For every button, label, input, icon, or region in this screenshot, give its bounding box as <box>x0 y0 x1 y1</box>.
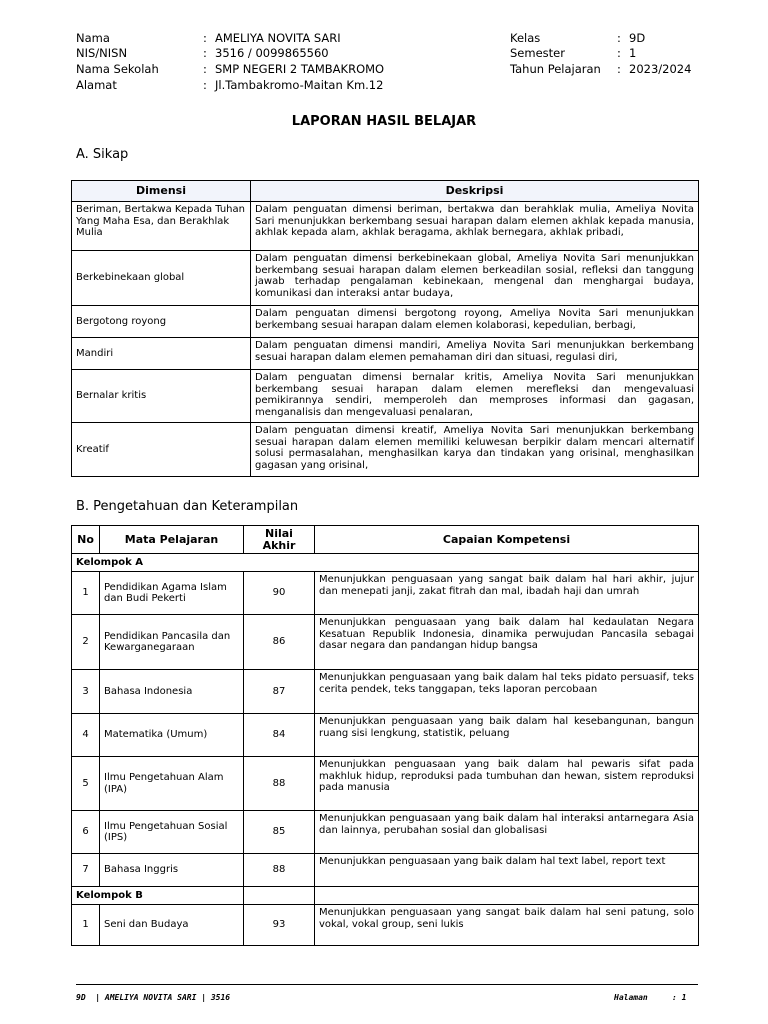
dimensi-cell: Mandiri <box>72 338 251 370</box>
table-header-row <box>72 181 699 202</box>
no-cell: 1 <box>72 905 100 946</box>
deskripsi-cell: Dalam penguatan dimensi bergotong royong, Ameliya Novita Sari menunjukkan berkembang sesuai harapan dalam elemen kolaborasi, kepedulian, berbagi, <box>251 306 699 338</box>
mapel-cell: Pendidikan Pancasila dan Kewarganegaraan <box>100 615 244 670</box>
dimensi-cell: Berkebinekaan global <box>72 251 251 306</box>
group-label-kelompok-a: Kelompok A <box>72 554 699 572</box>
no-cell: 2 <box>72 615 100 670</box>
mapel-cell: Pendidikan Agama Islam dan Budi Pekerti <box>100 572 244 615</box>
nis-label: NIS/NISN <box>76 46 128 60</box>
empty-cell <box>315 887 699 905</box>
column-header-dimensi: Dimensi <box>72 181 251 202</box>
no-cell: 5 <box>72 757 100 811</box>
colon: : <box>203 46 207 60</box>
colon: : <box>203 31 207 45</box>
group-row <box>72 554 699 572</box>
footer-page-label: Halaman <box>614 993 648 1002</box>
mapel-cell: Bahasa Inggris <box>100 854 244 887</box>
table-row <box>72 811 699 854</box>
mapel-cell: Bahasa Indonesia <box>100 670 244 714</box>
capaian-cell: Menunjukkan penguasaan yang baik dalam hal interaksi antarnegara Asia dan lainnya, perubahan sosial dan globalisasi <box>315 811 699 854</box>
table-row <box>72 202 699 251</box>
column-header-capaian: Capaian Kompetensi <box>315 526 699 554</box>
capaian-cell: Menunjukkan penguasaan yang sangat baik dalam hal hari akhir, jujur dan menepati janji, zakat fitrah dan mal, ibadah haji dan umrah <box>315 572 699 615</box>
table-row <box>72 423 699 477</box>
table-row <box>72 905 699 946</box>
sekolah-value: SMP NEGERI 2 TAMBAKROMO <box>215 62 385 76</box>
page-title: LAPORAN HASIL BELAJAR <box>291 114 477 129</box>
colon: : <box>617 46 621 60</box>
section-heading-sikap: A. Sikap <box>76 147 129 162</box>
group-label-kelompok-b: Kelompok B <box>72 887 244 905</box>
sikap-table <box>71 180 699 477</box>
capaian-cell: Menunjukkan penguasaan yang baik dalam hal pewaris sifat pada makhluk hidup, reproduksi pada tumbuhan dan hewan, sistem reproduksi pada manusia <box>315 757 699 811</box>
footer-student-ref: 9D | AMELIYA NOVITA SARI | 3516 <box>76 993 231 1002</box>
colon: : <box>203 62 207 76</box>
nis-value: 3516 / 0099865560 <box>215 46 329 60</box>
mapel-cell: Seni dan Budaya <box>100 905 244 946</box>
colon: : <box>617 62 621 76</box>
tahun-label: Tahun Pelajaran <box>510 62 601 76</box>
kelas-value: 9D <box>629 31 646 45</box>
table-row <box>72 670 699 714</box>
capaian-cell: Menunjukkan penguasaan yang baik dalam hal teks pidato persuasif, teks cerita pendek, teks tanggapan, teks laporan percobaan <box>315 670 699 714</box>
kelas-label: Kelas <box>510 31 541 45</box>
table-row <box>72 615 699 670</box>
table-row <box>72 251 699 306</box>
table-row <box>72 370 699 423</box>
table-row <box>72 757 699 811</box>
table-header-row <box>72 526 699 554</box>
deskripsi-cell: Dalam penguatan dimensi mandiri, Ameliya Novita Sari menunjukkan berkembang sesuai harapan dalam elemen pemahaman diri dan situasi, regulasi diri, <box>251 338 699 370</box>
column-header-no: No <box>72 526 100 554</box>
no-cell: 7 <box>72 854 100 887</box>
nilai-cell: 90 <box>244 572 315 615</box>
colon: : <box>203 78 207 92</box>
pengetahuan-table <box>71 525 699 946</box>
table-row <box>72 306 699 338</box>
nama-label: Nama <box>76 31 110 45</box>
nilai-cell: 88 <box>244 854 315 887</box>
nama-value: AMELIYA NOVITA SARI <box>215 31 341 45</box>
capaian-cell: Menunjukkan penguasaan yang baik dalam hal kesebangunan, bangun ruang sisi lengkung, statistik, peluang <box>315 714 699 757</box>
alamat-label: Alamat <box>76 78 117 92</box>
table-row <box>72 714 699 757</box>
table-row <box>72 854 699 887</box>
semester-value: 1 <box>629 46 637 60</box>
colon: : <box>617 31 621 45</box>
dimensi-cell: Bernalar kritis <box>72 370 251 423</box>
deskripsi-cell: Dalam penguatan dimensi beriman, bertakwa dan berahklak mulia, Ameliya Novita Sari menunjukkan berkembang sesuai harapan dalam elemen akhlak kepada manusia, akhlak kepada alam, akhlak beragama, akhlak bernegara, akhlak pribadi, <box>251 202 699 251</box>
mapel-cell: Ilmu Pengetahuan Sosial (IPS) <box>100 811 244 854</box>
no-cell: 6 <box>72 811 100 854</box>
nilai-cell: 86 <box>244 615 315 670</box>
no-cell: 3 <box>72 670 100 714</box>
capaian-cell: Menunjukkan penguasaan yang baik dalam hal kedaulatan Negara Kesatuan Republik Indonesia, dinamika perwujudan Pancasila sebagai dasar negara dan pandangan hidup bangsa <box>315 615 699 670</box>
group-row <box>72 887 699 905</box>
mapel-cell: Ilmu Pengetahuan Alam (IPA) <box>100 757 244 811</box>
nilai-cell: 87 <box>244 670 315 714</box>
nilai-cell: 85 <box>244 811 315 854</box>
capaian-cell: Menunjukkan penguasaan yang baik dalam hal text label, report text <box>315 854 699 887</box>
no-cell: 1 <box>72 572 100 615</box>
sekolah-label: Nama Sekolah <box>76 62 159 76</box>
mapel-cell: Matematika (Umum) <box>100 714 244 757</box>
dimensi-cell: Bergotong royong <box>72 306 251 338</box>
footer-divider <box>76 984 698 985</box>
alamat-value: Jl.Tambakromo-Maitan Km.12 <box>215 78 384 92</box>
table-row <box>72 572 699 615</box>
column-header-mata-pelajaran: Mata Pelajaran <box>100 526 244 554</box>
nilai-cell: 88 <box>244 757 315 811</box>
table-row <box>72 338 699 370</box>
dimensi-cell: Beriman, Bertakwa Kepada Tuhan Yang Maha Esa, dan Berakhlak Mulia <box>72 202 251 251</box>
nilai-cell: 84 <box>244 714 315 757</box>
nilai-cell: 93 <box>244 905 315 946</box>
deskripsi-cell: Dalam penguatan dimensi bernalar kritis, Ameliya Novita Sari menunjukkan berkembang sesuai harapan dalam elemen merefleksi dan mengevaluasi pemikirannya sendiri, memperoleh dan memproses informasi dan gagasan, menganalisis dan mengevaluasi penalaran, <box>251 370 699 423</box>
capaian-cell: Menunjukkan penguasaan yang sangat baik dalam hal seni patung, solo vokal, vokal group, seni lukis <box>315 905 699 946</box>
tahun-value: 2023/2024 <box>629 62 692 76</box>
section-heading-pengetahuan: B. Pengetahuan dan Keterampilan <box>76 499 299 514</box>
empty-cell <box>244 887 315 905</box>
semester-label: Semester <box>510 46 565 60</box>
dimensi-cell: Kreatif <box>72 423 251 477</box>
no-cell: 4 <box>72 714 100 757</box>
column-header-deskripsi: Deskripsi <box>251 181 699 202</box>
deskripsi-cell: Dalam penguatan dimensi kreatif, Ameliya Novita Sari menunjukkan berkembang sesuai harapan dalam elemen memiliki keluwesan berpikir dalam mencari alternatif solusi permasalahan, menghasilkan karya dan tindakan yang orisinal, menghasilkan gagasan yang orisinal, <box>251 423 699 477</box>
footer-page-number: : 1 <box>672 993 687 1002</box>
deskripsi-cell: Dalam penguatan dimensi berkebinekaan global, Ameliya Novita Sari menunjukkan berkembang sesuai harapan dalam elemen berkeadilan sosial, refleksi dan tanggung jawab terhadap pengalaman kebinekaan, mengenal dan menghargai budaya, komunikasi dan interaksi antar budaya, <box>251 251 699 306</box>
column-header-nilai-akhir: Nilai Akhir <box>244 526 315 554</box>
